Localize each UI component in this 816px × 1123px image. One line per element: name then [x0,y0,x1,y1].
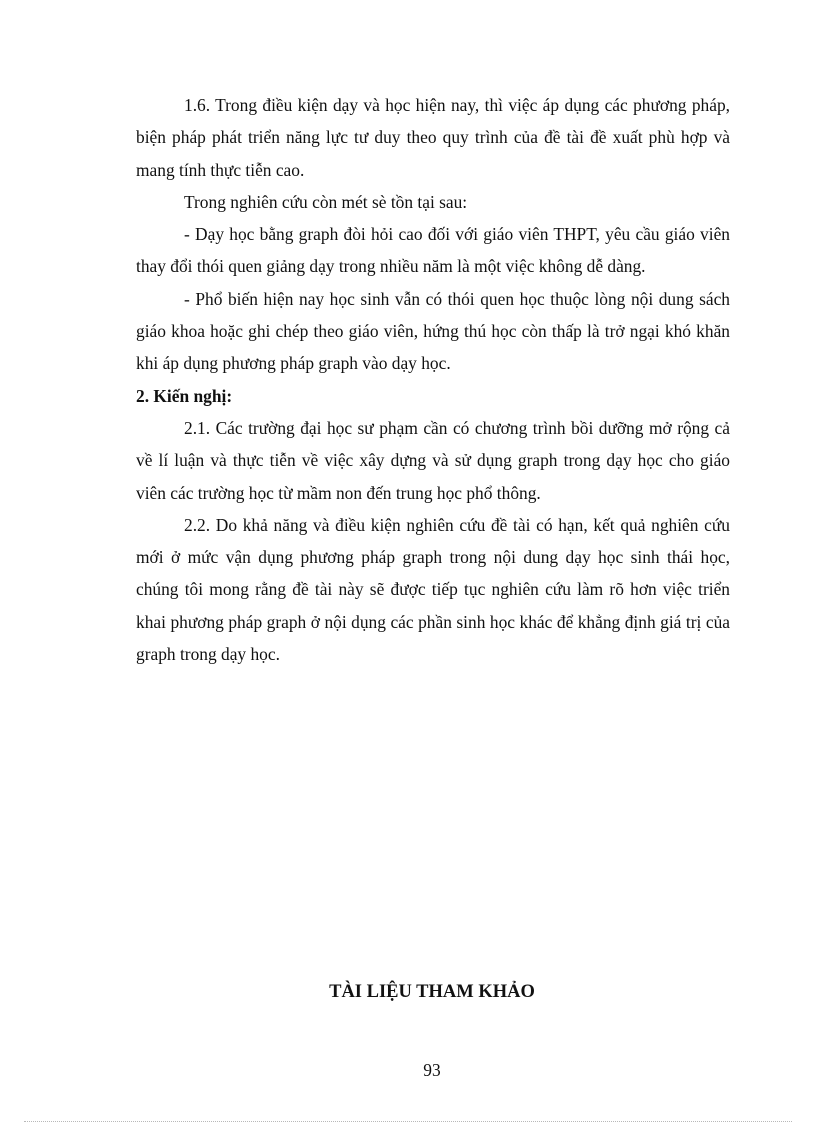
page-number: 93 [423,1060,441,1080]
references-heading: TÀI LIỆU THAM KHẢO [329,982,535,1002]
paragraph-2-1: 2.1. Các trường đại học sư phạm cần có chương trình bồi dưỡng mở rộng cả về lí luận và thực tiễn về việc xây dựng và sử dụng graph trong dạy học cho giáo viên các trường học từ mầm non đến trung học phổ thông. [136,417,730,503]
paragraph-1-6: 1.6. Trong điều kiện dạy và học hiện nay, thì việc áp dụng các phương pháp, biện pháp phát triển năng lực tư duy theo quy trình của đề tài đề xuất phù hợp và mang tính thực tiễn cao. [136,95,730,180]
section-heading-recommendations: 2. Kiến nghị: [136,385,233,406]
paragraph-limitation-students: - Phổ biến hiện nay học sinh vẫn có thói quen học thuộc lòng nội dung sách giáo khoa hoặc ghi chép theo giáo viên, hứng thú học còn thấp là trở ngại khó khăn khi áp dụng phương pháp graph vào dạy học. [136,288,730,374]
paragraph-limitation-teachers: - Dạy học bằng graph đòi hỏi cao đối với giáo viên THPT, yêu cầu giáo viên thay đổi thói quen giảng dạy trong nhiều năm là một việc không dễ dàng. [136,224,730,277]
footer-dotted-rule [24,1121,792,1122]
body-text [136,89,730,670]
paragraph-limitations-intro: Trong nghiên cứu còn mét sè tồn tại sau: [184,191,468,212]
paragraph-2-2: 2.2. Do khả năng và điều kiện nghiên cứu đề tài có hạn, kết quả nghiên cứu mới ở mức vận dụng phương pháp graph trong nội dung dạy học sinh thái học, chúng tôi mong rằng đề tài này sẽ được tiếp tục nghiên cứu làm rõ hơn việc triển khai phương pháp graph ở nội dụng các phần sinh học khác để khẳng định giá trị của graph trong dạy học. [136,514,730,665]
